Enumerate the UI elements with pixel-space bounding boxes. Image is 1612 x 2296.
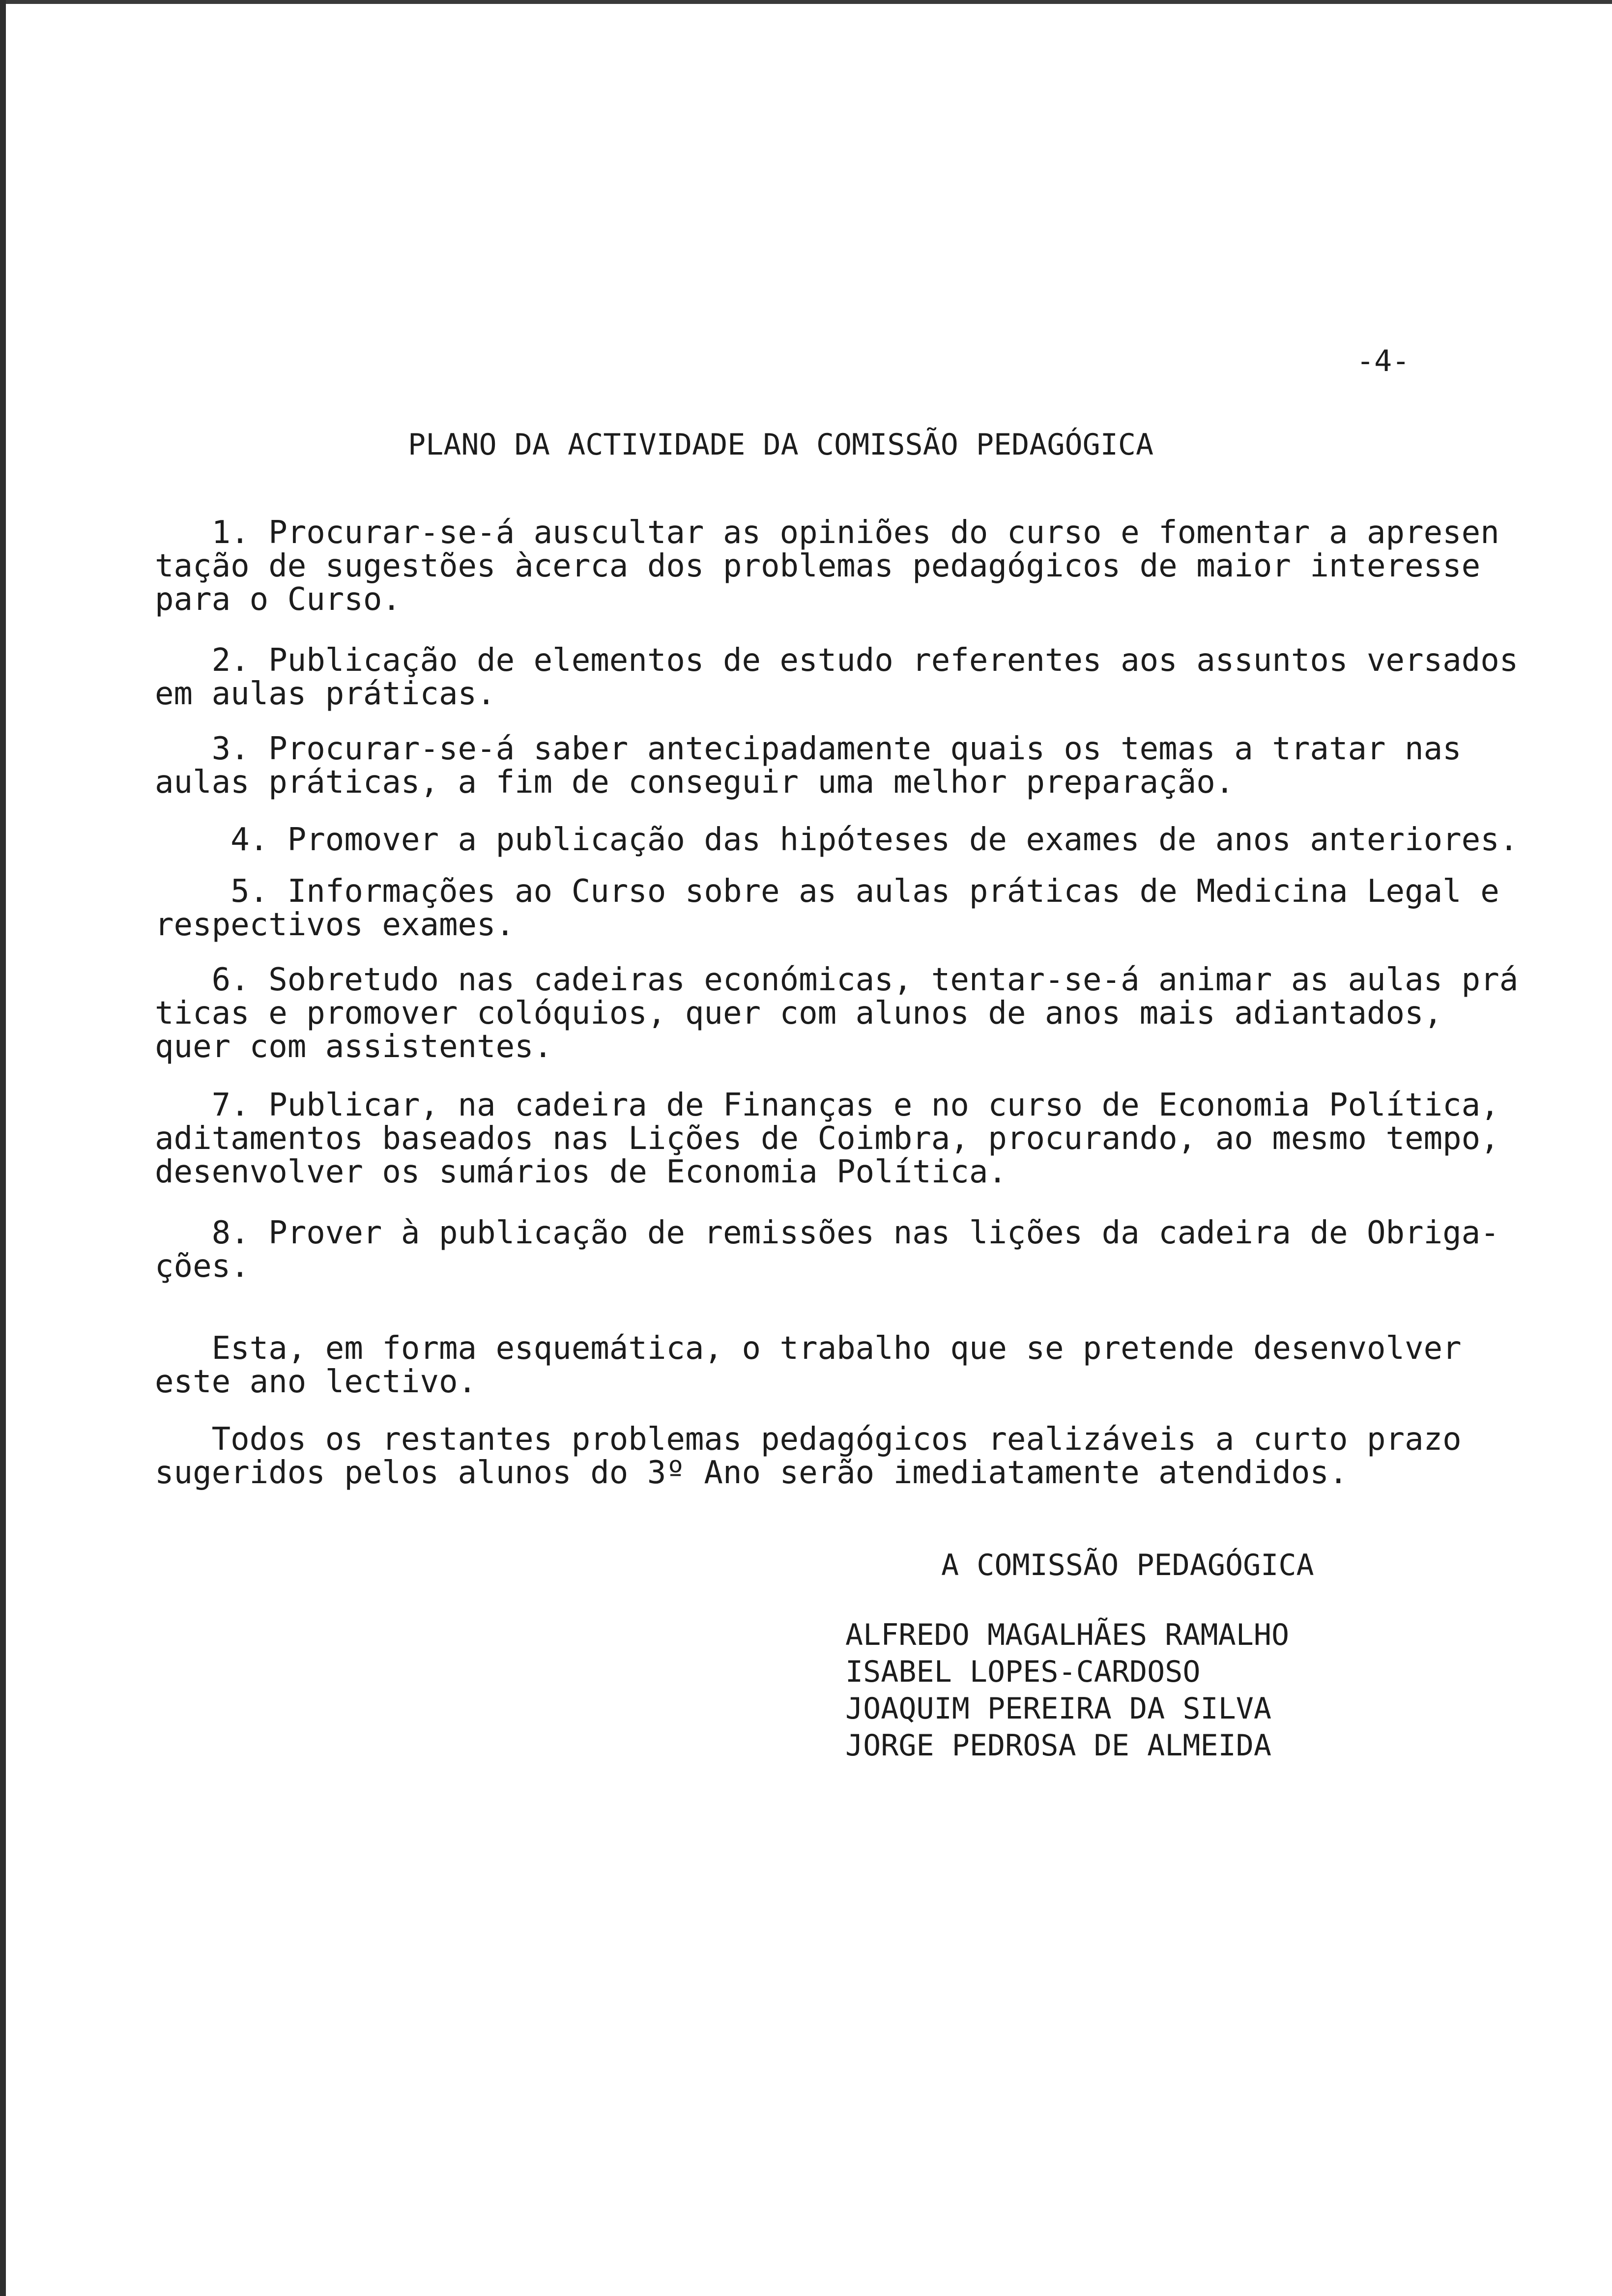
paragraph-item: [155, 1089, 1541, 1189]
members-list: [845, 1617, 1289, 1764]
paragraph-line: aulas práticas, a fim de conseguir uma melhor preparação.: [155, 764, 1235, 801]
document-title: PLANO DA ACTIVIDADE DA COMISSÃO PEDAGÓGICA: [408, 428, 1154, 462]
paragraph-line: 4. Promover a publicação das hipóteses de exames de anos anteriores.: [155, 822, 1519, 858]
paragraph-item: [155, 875, 1541, 942]
paragraph-line: respectivos exames.: [155, 907, 515, 943]
paragraph-line: 2. Publicação de elementos de estudo referentes aos assuntos versados: [155, 642, 1519, 679]
paragraph-line: desenvolver os sumários de Economia Política.: [155, 1154, 1007, 1190]
paragraph-line: em aulas práticas.: [155, 676, 496, 712]
paragraph-line: Todos os restantes problemas pedagógicos realizáveis a curto prazo: [155, 1421, 1462, 1458]
paragraph-line: ções.: [155, 1248, 250, 1285]
paragraph-line: 7. Publicar, na cadeira de Finanças e no curso de Economia Política,: [155, 1087, 1499, 1123]
paragraph-item: [155, 516, 1541, 616]
page-top-edge: [0, 0, 1612, 4]
page-number: -4-: [1356, 344, 1410, 378]
paragraph-item: [155, 1332, 1541, 1399]
member-name: ALFREDO MAGALHÃES RAMALHO: [845, 1618, 1290, 1652]
paragraph-line: ticas e promover colóquios, quer com alunos de anos mais adiantados,: [155, 995, 1443, 1032]
paragraph-line: tação de sugestões àcerca dos problemas pedagógicos de maior interesse: [155, 548, 1481, 584]
paragraph-item: [155, 1216, 1541, 1283]
paragraph-line: 6. Sobretudo nas cadeiras económicas, tentar-se-á animar as aulas prá: [155, 962, 1519, 998]
member-name: JOAQUIM PEREIRA DA SILVA: [845, 1692, 1271, 1726]
paragraph-line: 1. Procurar-se-á auscultar as opiniões do curso e fomentar a apresen: [155, 515, 1499, 551]
paragraph-line: este ano lectivo.: [155, 1364, 477, 1400]
paragraph-item: [155, 1423, 1541, 1490]
paragraph-item: [155, 644, 1541, 711]
paragraph-line: Esta, em forma esquemática, o trabalho que se pretende desenvolver: [155, 1330, 1462, 1367]
member-name: JORGE PEDROSA DE ALMEIDA: [845, 1728, 1271, 1763]
paragraph-item: [155, 732, 1541, 799]
member-name: ISABEL LOPES-CARDOSO: [845, 1655, 1201, 1689]
paragraph-line: aditamentos baseados nas Lições de Coimbra, procurando, ao mesmo tempo,: [155, 1120, 1499, 1157]
paragraph-item: [155, 823, 1541, 857]
paragraph-line: 8. Prover à publicação de remissões nas lições da cadeira de Obriga-: [155, 1215, 1499, 1251]
paragraph-line: 3. Procurar-se-á saber antecipadamente quais os temas a tratar nas: [155, 731, 1462, 767]
paragraph-line: para o Curso.: [155, 581, 401, 618]
signature-title: A COMISSÃO PEDAGÓGICA: [941, 1548, 1314, 1582]
paragraph-item: [155, 963, 1541, 1063]
paragraph-line: quer com assistentes.: [155, 1029, 553, 1065]
page-left-edge: [0, 0, 6, 2296]
paragraph-line: sugeridos pelos alunos do 3º Ano serão imediatamente atendidos.: [155, 1455, 1348, 1491]
paragraph-line: 5. Informações ao Curso sobre as aulas práticas de Medicina Legal e: [155, 873, 1499, 910]
